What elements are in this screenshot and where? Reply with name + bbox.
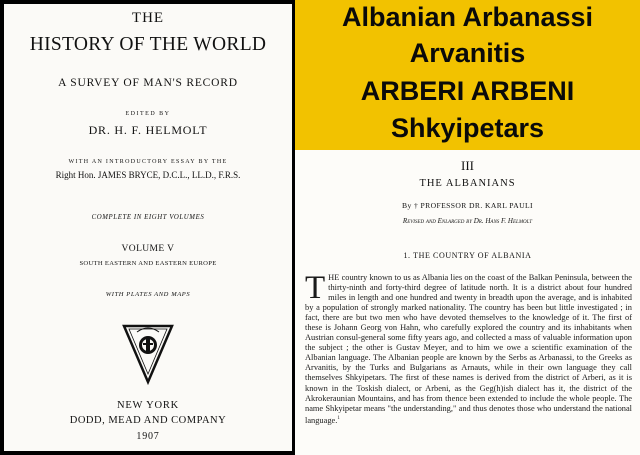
volume-number: VOLUME V [121,244,175,254]
intro-essay-line: WITH AN INTRODUCTORY ESSAY BY THE [68,159,228,165]
book-title: HISTORY OF THE WORLD [29,34,267,55]
publisher-name: DODD, MEAD AND COMPANY [69,415,227,426]
chapter-author: By † PROFESSOR DR. KARL PAULI [402,201,533,210]
publisher-city: NEW YORK [116,400,180,411]
title-the: THE [131,10,165,26]
revised-by-line: Revised and Enlarged by Dr. Hans F. Helmolt [402,217,533,225]
footnote-mark: 1 [337,415,340,421]
chapter-body-text [305,270,632,426]
drop-cap: T [305,270,326,306]
publication-year: 1907 [136,431,160,442]
body-paragraph: HE country known to us as Albania lies on the coast of the Balkan Peninsula, between the thirty-ninth and forty-third degree of latitude north. It is a district about four hundred miles in length and one hundred and twenty in breadth upon the average, and is inhabited by a population of strongly marked nationality. The country has been but little investigated ; in fact, there are but two men who have devoted themselves to the knowledge of it. The first of these is Johann Georg von Hahn, who carefully explored the country and its inhabitants when Austrian consul-general some fifty years ago, and collected a mass of valuable information upon the subject ; the other is Gustav Meyer, and to him we owe a scientific examination of the Albanian language. The Albanian people are known by the Serbs as Arbanassi, to the Greeks as Arvanitis, by the Turks and Bulgarians as Arnauts, while in their own language they call themselves Shkyipetars. The first of these names is derived from the district of Arberi, as it is known in the Toskish dialect, or Arbeni, as the Geg(h)ish dialect has it, the district of the Akrokeraunian Mountains, and has from thence been extended to include the whole people. The name Shkyipetar means "the understanding," and thus denotes those who understand the national language. [305,273,632,425]
volumes-note: COMPLETE IN EIGHT VOLUMES [91,214,205,221]
title-banner [295,0,640,150]
volume-region: SOUTH EASTERN AND EASTERN EUROPE [79,260,217,267]
edited-by-label: EDITED BY [125,111,171,117]
chapter-page [295,150,640,455]
title-page [4,4,292,451]
publisher-emblem-icon [121,322,175,386]
banner-line-3: ARBERI ARBENI [360,76,575,106]
chapter-title: THE ALBANIANS [419,178,516,189]
banner-line-4: Shkyipetars [390,113,545,143]
essay-author: Right Hon. JAMES BRYCE, D.C.L., LL.D., F.R.S. [55,170,241,180]
editor-name: DR. H. F. HELMOLT [88,123,208,137]
banner-line-1: Albanian Arbanassi [341,2,594,32]
chapter-number: III [461,158,474,173]
plates-note: WITH PLATES AND MAPS [105,291,191,298]
section-heading: 1. THE COUNTRY OF ALBANIA [403,251,532,260]
book-subtitle: A SURVEY OF MAN'S RECORD [58,77,238,89]
banner-line-2: Arvanitis [409,38,526,68]
